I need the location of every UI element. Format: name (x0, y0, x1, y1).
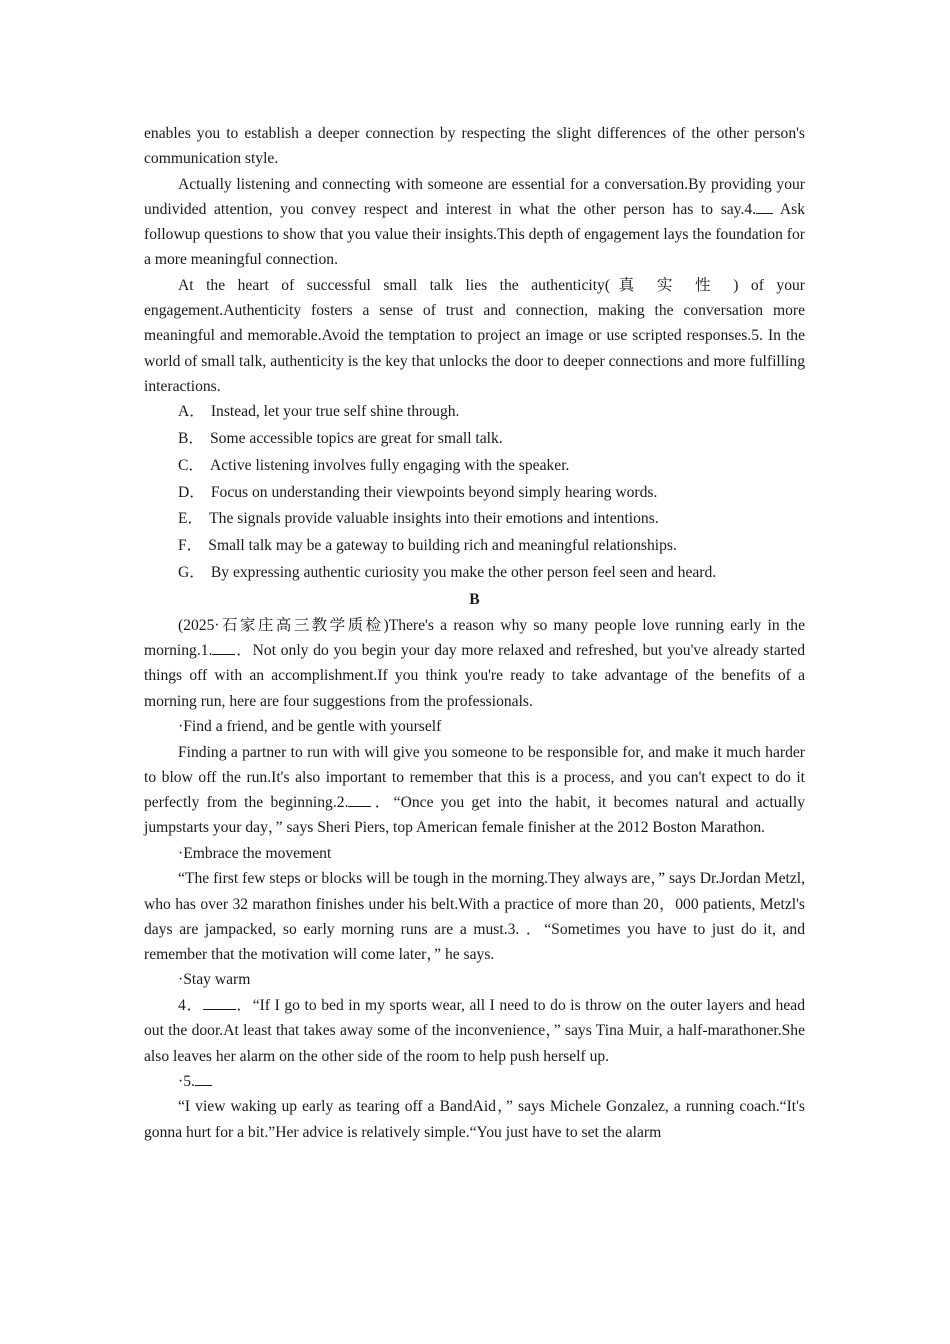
answer-blank-2[interactable] (348, 792, 371, 807)
subheading-find-a-friend: ·Find a friend, and be gentle with yourself (178, 718, 442, 736)
answer-blank-4[interactable] (756, 199, 773, 214)
document-page (144, 121, 805, 1145)
passage-b-intro: (2025·石家庄高三教学质检)There's a reason why so many people love running early in the morning.1. ．Not only do you begin your day more relaxed and refreshed, but you've already started things off with an accomplishment.If you think you're ready to take advantage of the benefits of a morning run, here are four suggestions from the professionals. (144, 616, 805, 710)
source-label: (2025·石家庄高三教学质检) (178, 616, 389, 634)
passage-a-paragraph-3: At the heart of successful small talk lies the authenticity(真实性) of your engagement.Authenticity fosters a sense of trust and connection, making the conversation more meaningful and memorable.Avoid the temptation to project an image or use scripted responses.5. In the world of small talk, authenticity is the key that unlocks the door to deeper connections and more fulfilling interactions. (144, 276, 805, 395)
option-a: A． Instead, let your true self shine through. (178, 403, 460, 421)
option-c: C． Active listening involves fully engaging with the speaker. (178, 456, 570, 474)
option-g: G． By expressing authentic curiosity you make the other person feel seen and heard. (178, 564, 717, 582)
answer-blank-1[interactable] (212, 640, 235, 655)
option-d: D． Focus on understanding their viewpoints beyond simply hearing words. (178, 483, 658, 501)
answer-blank-5[interactable] (195, 1071, 212, 1086)
subheading-blank-5: ·5. (144, 1069, 805, 1095)
option-b: B． Some accessible topics are great for small talk. (178, 430, 503, 448)
option-f: F． Small talk may be a gateway to building rich and meaningful relationships. (178, 537, 677, 555)
passage-a-paragraph-1: enables you to establish a deeper connection by respecting the slight differences of the other person's communication style. (144, 125, 805, 168)
passage-b-paragraph-4: “I view waking up early as tearing off a BandAid，” says Michele Gonzalez, a running coach.“It's gonna hurt for a bit.”Her advice is relatively simple.“You just have to set the alarm (144, 1098, 805, 1141)
subheading-embrace-movement: ·Embrace the movement (178, 844, 332, 862)
option-e: E． The signals provide valuable insights into their emotions and intentions. (178, 510, 659, 528)
answer-blank-4b[interactable] (203, 995, 236, 1010)
passage-b-paragraph-1: Finding a partner to run with will give you someone to be responsible for, and make it much harder to blow off the run.It's also important to remember that this is a process, and you can't expect to do it perfectly from the beginning.2. ．“Once you get into the habit, it becomes natural and actually jumpstarts your day，” says Sheri Piers, top American female finisher at the 2012 Boston Marathon. (144, 743, 805, 837)
subheading-stay-warm: ·Stay warm (178, 971, 251, 989)
options-list (144, 399, 805, 587)
section-title-b: B (469, 590, 480, 608)
chinese-gloss: 真实性 (610, 276, 734, 294)
passage-a-paragraph-2: Actually listening and connecting with someone are essential for a conversation.By providing your undivided attention, you convey respect and interest in what the other person has to say.4. Ask followup questions to show that you value their insights.This depth of engagement lays the foundation for a more meaningful connection. (144, 175, 805, 269)
passage-b-paragraph-3: 4． ．“If I go to bed in my sports wear, all I need to do is throw on the outer layers and head out the door.At least that takes away some of the inconvenience，” says Tina Muir, a half-marathoner.She also leaves her alarm on the other side of the room to help push herself up. (144, 996, 805, 1065)
passage-b-paragraph-2: “The first few steps or blocks will be tough in the morning.They always are，” says Dr.Jordan Metzl, who has over 32 marathon finishes under his belt.With a practice of more than 20，000 patients, Metzl's days are jampacked, so early morning runs are a must.3. ．“Sometimes you have to just do it, and remember that the motivation will come later，” he says. (144, 870, 805, 964)
